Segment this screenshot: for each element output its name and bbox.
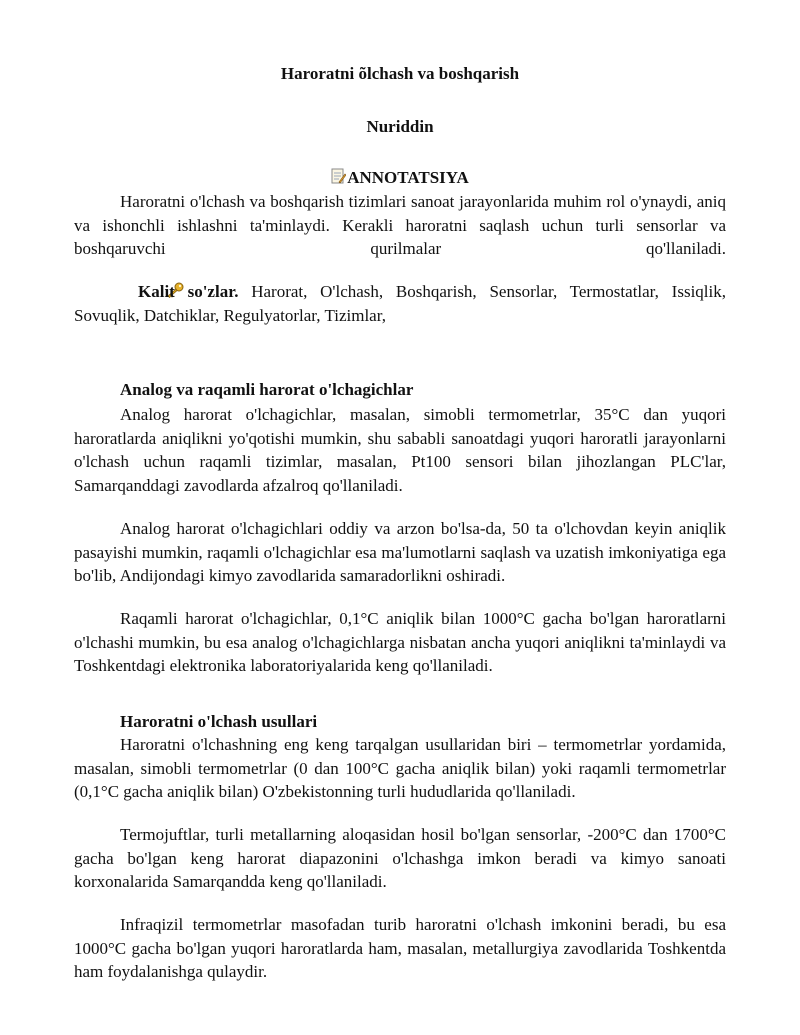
section2-paragraph-2: Termojuftlar, turli metallarning aloqasidan hosil bo'lgan sensorlar, -200°C dan 1700°C gacha bo'lgan keng harorat diapazonini o'lchashga imkon beradi va kimyo sanoati korxonalarida Samarqandda keng qo'llaniladi.	[74, 825, 726, 891]
keywords-paragraph	[74, 280, 726, 327]
section-heading-methods: Haroratni o'lchash usullari	[120, 712, 318, 731]
annotation-heading-text: ANNOTATSIYA	[347, 168, 469, 187]
section1-paragraph-1: Analog harorat o'lchagichlar, masalan, simobli termometrlar, 35°C dan yuqori haroratlarda aniqlikni yo'qotishi mumkin, shu sababli sanoatdagi yuqori haroratli jarayonlarni o'lchash uchun raqamli tizimlar, masalan, Pt100 sensori bilan jihozlangan PLC'lar, Samarqanddagi zavodlarda afzalroq qo'llaniladi.	[74, 405, 726, 495]
section1-paragraph-2: Analog harorat o'lchagichlari oddiy va arzon bo'lsa-da, 50 ta o'lchovdan keyin aniqlik pasayishi mumkin, raqamli o'lchagichlar esa ma'lumotlarni saqlash va uzatish imkoniyatiga ega bo'lib, Andijondagi kimyo zavodlarida samaradorlikni oshiradi.	[74, 519, 726, 585]
document-author: Nuriddin	[366, 117, 434, 136]
section2-paragraph-1: Haroratni o'lchashning eng keng tarqalgan usullaridan biri – termometrlar yordamida, masalan, simobli termometrlar (0 dan 100°C gacha aniqlik bilan) yoki raqamli termometrlar (0,1°C gacha aniqlik bilan) O'zbekistonning turli hududlarida qo'llaniladi.	[74, 735, 726, 801]
section-heading-analog-digital: Analog va raqamli harorat o'lchagichlar	[120, 380, 414, 399]
annotation-text: Haroratni o'lchash va boshqarish tizimlari sanoat jarayonlarida muhim rol o'ynaydi, aniq va ishonchli ishlashni ta'minlaydi. Kerakli haroratni saqlash uchun turli sensorlar va boshqaruvchi qurilmalar qo'llaniladi.	[74, 192, 726, 258]
annotation-heading	[0, 168, 800, 188]
section1-paragraph-3: Raqamli harorat o'lchagichlar, 0,1°C aniqlik bilan 1000°C gacha bo'lgan haroratlarni o'lchashi mumkin, bu esa analog o'lchagichlarga nisbatan ancha yuqori aniqlikni ta'minlaydi va Toshkentdagi elektronika laboratoriyalarida keng qo'llaniladi.	[74, 609, 726, 675]
keywords-text: Harorat, O'lchash, Boshqarish, Sensorlar, Termostatlar, Issiqlik, Sovuqlik, Datchiklar, Regulyatorlar, Tizimlar,	[74, 282, 726, 325]
key-icon	[120, 281, 138, 297]
section2-paragraph-3: Infraqizil termometrlar masofadan turib haroratni o'lchash imkonini beradi, bu esa 1000°C gacha bo'lgan yuqori haroratlarda ham, masalan, metallurgiya zavodlarida Toshkentda ham foydalanishga qulaydir.	[74, 915, 726, 981]
keywords-label: Kalit so'zlar.	[138, 282, 239, 301]
memo-icon	[331, 168, 346, 185]
document-title: Haroratni õlchash va boshqarish	[280, 64, 520, 83]
